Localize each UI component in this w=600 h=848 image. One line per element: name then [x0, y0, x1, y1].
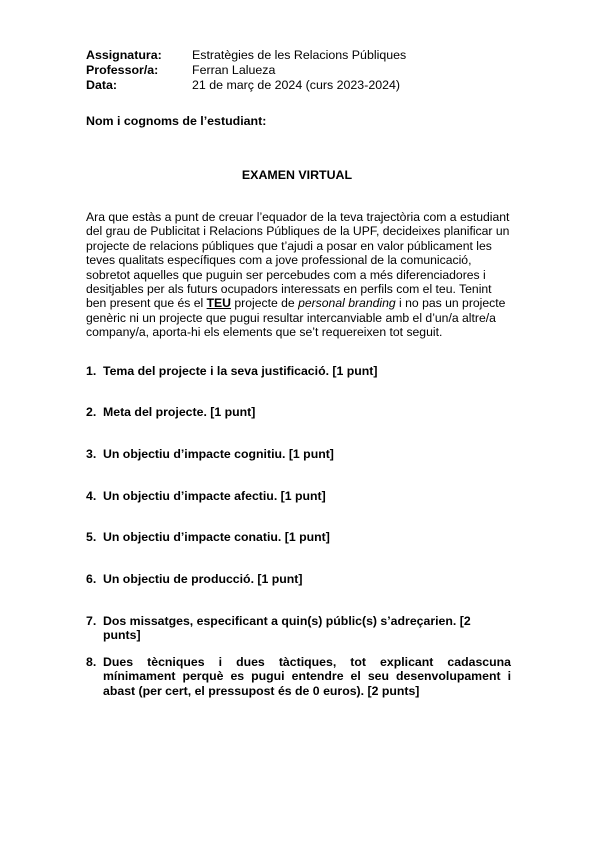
question-number: 3.	[86, 447, 97, 461]
question-number: 1.	[86, 364, 97, 378]
question-item	[86, 614, 511, 643]
question-text: Un objectiu de producció. [1 punt]	[103, 572, 303, 586]
intro-text-part2: projecte de	[230, 296, 299, 311]
question-item	[86, 447, 511, 461]
header-row-subject	[86, 48, 516, 63]
question-item	[86, 572, 511, 586]
header-row-date	[86, 78, 516, 93]
question-text: Dues tècniques i dues tàctiques, tot explicant cadascuna mínimament perquè es pugui entendre el seu desenvolupament i abast (per cert, el pressupost és de 0 euros). [2 punts]	[103, 655, 511, 698]
student-name-label: Nom i cognoms de l’estudiant:	[86, 114, 267, 128]
question-item	[86, 530, 511, 544]
question-text: Dos missatges, especificant a quin(s) públic(s) s’adreçarien. [2 punts]	[103, 614, 471, 643]
intro-italic: personal branding	[298, 296, 396, 311]
intro-emphasis: TEU	[206, 296, 231, 311]
question-text: Meta del projecte. [1 punt]	[103, 405, 256, 419]
intro-paragraph	[86, 210, 514, 340]
question-number: 2.	[86, 405, 97, 419]
question-item	[86, 655, 511, 698]
question-text: Un objectiu d’impacte conatiu. [1 punt]	[103, 530, 330, 544]
question-item	[86, 364, 511, 378]
question-number: 7.	[86, 614, 97, 628]
header-label: Professor/a:	[86, 63, 159, 77]
header-row-professor	[86, 63, 516, 78]
question-text: Un objectiu d’impacte cognitiu. [1 punt]	[103, 447, 334, 461]
question-number: 8.	[86, 655, 97, 669]
intro-text-part3: i no pas un projecte genèric ni un projecte que pugui resultar intercanviable amb el d’un/a altre/a company/a, aporta-hi els elements que se’t requereixen tot seguit.	[86, 296, 506, 340]
question-number: 5.	[86, 530, 97, 544]
exam-title-text: EXAMEN VIRTUAL	[241, 168, 353, 182]
header-label: Assignatura:	[86, 48, 162, 62]
question-text: Un objectiu d’impacte afectiu. [1 punt]	[103, 489, 326, 503]
intro-text-part1: Ara que estàs a punt de creuar l’equador de la teva trajectòria com a estudiant del grau de Publicitat i Relacions Públiques de la UPF, decideixes planificar un projecte de relacions públiques que t’ajudi a posar en valor públicament les teves qualitats específiques com a jove professional de la comunicació, sobretot aquelles que puguin ser percebudes com a més diferenciadores i desitjables per als futurs ocupadors interessats en perfils com el teu. Tenint ben present que és el	[86, 210, 510, 311]
header-value: Estratègies de les Relacions Públiques	[192, 48, 407, 62]
question-number: 6.	[86, 572, 97, 586]
question-item	[86, 405, 511, 419]
exam-header	[86, 48, 516, 93]
header-label: Data:	[86, 78, 117, 92]
header-value: Ferran Lalueza	[192, 63, 276, 77]
header-value: 21 de març de 2024 (curs 2023-2024)	[192, 78, 401, 92]
question-number: 4.	[86, 489, 97, 503]
question-item	[86, 489, 511, 503]
question-text: Tema del projecte i la seva justificació. [1 punt]	[103, 364, 378, 378]
exam-title	[0, 168, 600, 183]
